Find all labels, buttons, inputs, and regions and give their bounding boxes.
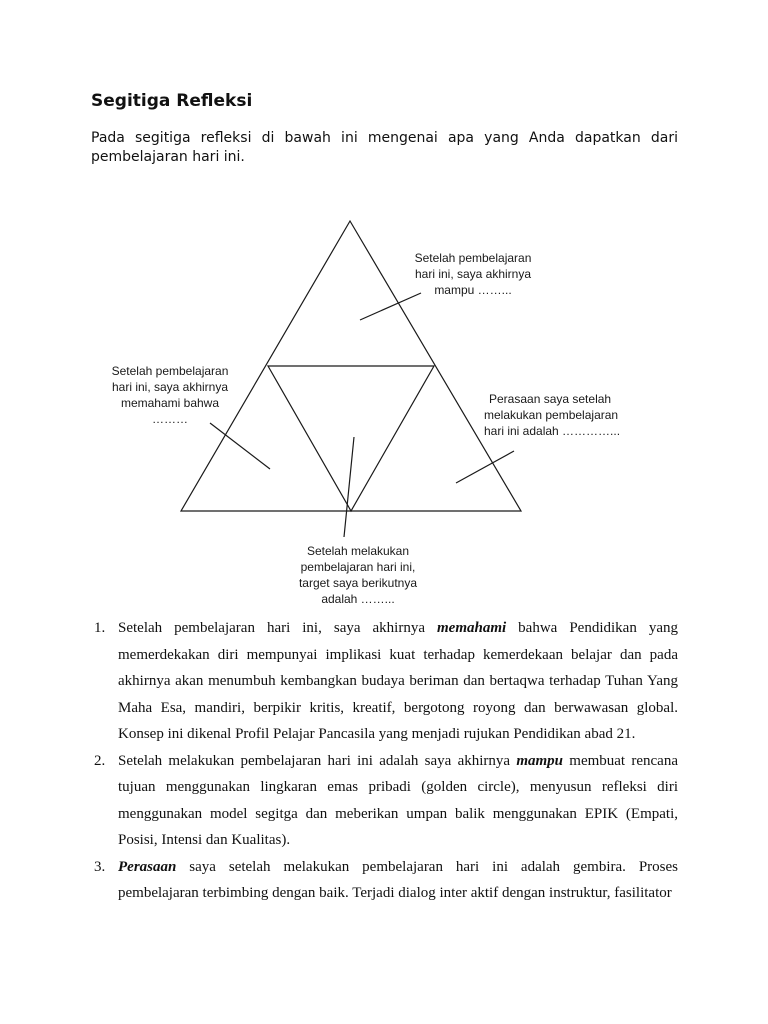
list-item: 2. Setelah melakukan pembelajaran hari ini adalah saya akhirnya mampu membuat rencana tujuan menggunakan lingkaran emas pribadi (golden circle), menyusun refleksi diri menggunakan model segitga dan meberikan umpan balik menggunakan EPIK (Empati, Posisi, Intensi dan Kualitas).: [94, 752, 678, 848]
pointer-line-right: [456, 451, 514, 483]
pointer-line-bottom: [344, 437, 354, 537]
reflection-list: [91, 615, 678, 907]
page-title: Segitiga Refleksi: [91, 91, 253, 111]
inner-triangle: [268, 366, 434, 511]
intro-paragraph: Pada segitiga refleksi di bawah ini mengenai apa yang Anda dapatkan dari pembelajaran hari ini.: [91, 130, 678, 165]
list-item: 3. Perasaan saya setelah melakukan pembelajaran hari ini adalah gembira. Proses pembelajaran terbimbing dengan baik. Terjadi dialog inter aktif dengan instruktur, fasilitator: [94, 858, 678, 901]
list-item: 1. Setelah pembelajaran hari ini, saya akhirnya memahami bahwa Pendidikan yang memerdekakan diri mempunyai implikasi kuat terhadap kemerdekaan belajar dan pada akhirnya akan menumbuh kembangkan budaya beriman dan bertaqwa terhadap Tuhan Yang Maha Esa, mandiri, berpikir kritis, kreatif, bergotong royong dan berwawasan global. Konsep ini dikenal Profil Pelajar Pancasila yang menjadi rujukan Pendidikan abad 21.: [94, 620, 678, 742]
label-top-mampu: Setelah pembelajaran hari ini, saya akhirnya mampu ……...: [414, 251, 532, 297]
label-bottom-target: Setelah melakukan pembelajaran hari ini, target saya berikutnya adalah ……...: [298, 544, 418, 606]
label-left-memahami: Setelah pembelajaran hari ini, saya akhirnya memahami bahwa ………: [111, 364, 229, 426]
label-right-perasaan: Perasaan saya setelah melakukan pembelajaran hari ini adalah …………...: [484, 392, 621, 438]
